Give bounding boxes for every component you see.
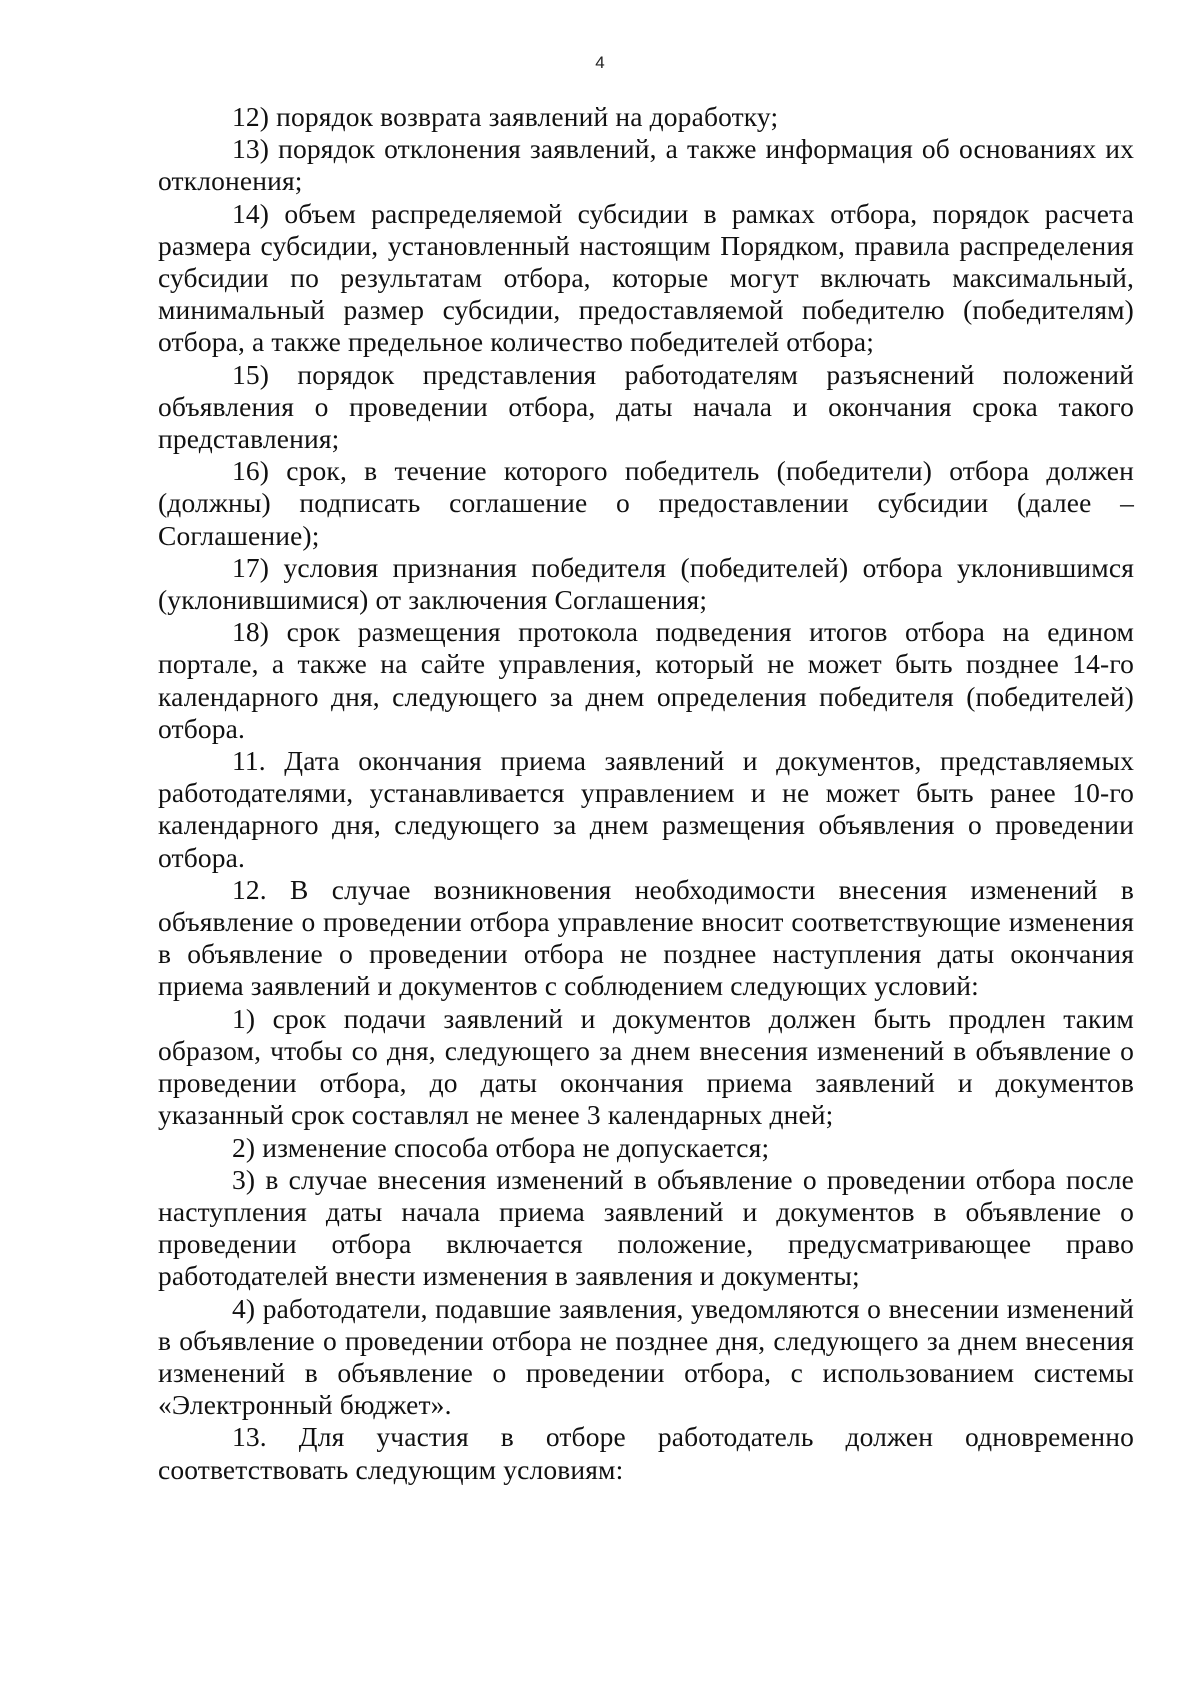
page-number: 4 (595, 53, 605, 72)
paragraph-item-14: 14) объем распределяемой субсидии в рамках отбора, порядок расчета размера субсидии, установленный настоящим Порядком, правила распределения субсидии по результатам отбора, которые могут включать максимальный, минимальный размер субсидии, предоставляемой победителю (победителям) отбора, а также предельное количество победителей отбора; (158, 197, 1134, 358)
paragraph-subitem-2: 2) изменение способа отбора не допускается; (232, 1131, 770, 1163)
paragraph-item-16: 16) срок, в течение которого победитель (победители) отбора должен (должны) подписать соглашение о предоставлении субсидии (далее – Соглашение); (158, 455, 1134, 551)
paragraph-subitem-1: 1) срок подачи заявлений и документов должен быть продлен таким образом, чтобы со дня, следующего за днем внесения изменений в объявление о проведении отбора, до даты окончания приема заявлений и документов указанный срок составлял не менее 3 календарных дней; (158, 1002, 1134, 1131)
paragraph-clause-11: 11. Дата окончания приема заявлений и документов, представляемых работодателями, устанавливается управлением и не может быть ранее 10-го календарного дня, следующего за днем размещения объявления о проведении отбора. (158, 745, 1134, 873)
paragraph-item-18: 18) срок размещения протокола подведения итогов отбора на едином портале, а также на сайте управления, который не может быть позднее 14-го календарного дня, следующего за днем определения победителя (победителей) отбора. (158, 616, 1134, 744)
document-body (158, 101, 1134, 1486)
paragraph-clause-12: 12. В случае возникновения необходимости внесения изменений в объявление о проведении отбора управление вносит соответствующие изменения в объявление о проведении отбора не позднее наступления даты окончания приема заявлений и документов с соблюдением следующих условий: (158, 873, 1134, 1002)
paragraph-clause-13: 13. Для участия в отборе работодатель должен одновременно соответствовать следующим условиям: (158, 1421, 1134, 1485)
paragraph-subitem-3: 3) в случае внесения изменений в объявление о проведении отбора после наступления даты начала приема заявлений и документов в объявление о проведении отбора включается положение, предусматривающее право работодателей внести изменения в заявления и документы; (158, 1163, 1134, 1292)
paragraph-subitem-4: 4) работодатели, подавшие заявления, уведомляются о внесении изменений в объявление о проведении отбора не позднее дня, следующего за днем внесения изменений в объявление о проведении отбора, с использованием системы «Электронный бюджет». (158, 1292, 1134, 1421)
paragraph-item-13: 13) порядок отклонения заявлений, а также информация об основаниях их отклонения; (158, 133, 1134, 197)
paragraph-item-15: 15) порядок представления работодателям разъяснений положений объявления о проведении отбора, даты начала и окончания срока такого представления; (158, 358, 1134, 455)
paragraph-item-12: 12) порядок возврата заявлений на доработку; (232, 101, 779, 132)
paragraph-item-17: 17) условия признания победителя (победителей) отбора уклонившимся (уклонившимися) от заключения Соглашения; (158, 551, 1134, 616)
